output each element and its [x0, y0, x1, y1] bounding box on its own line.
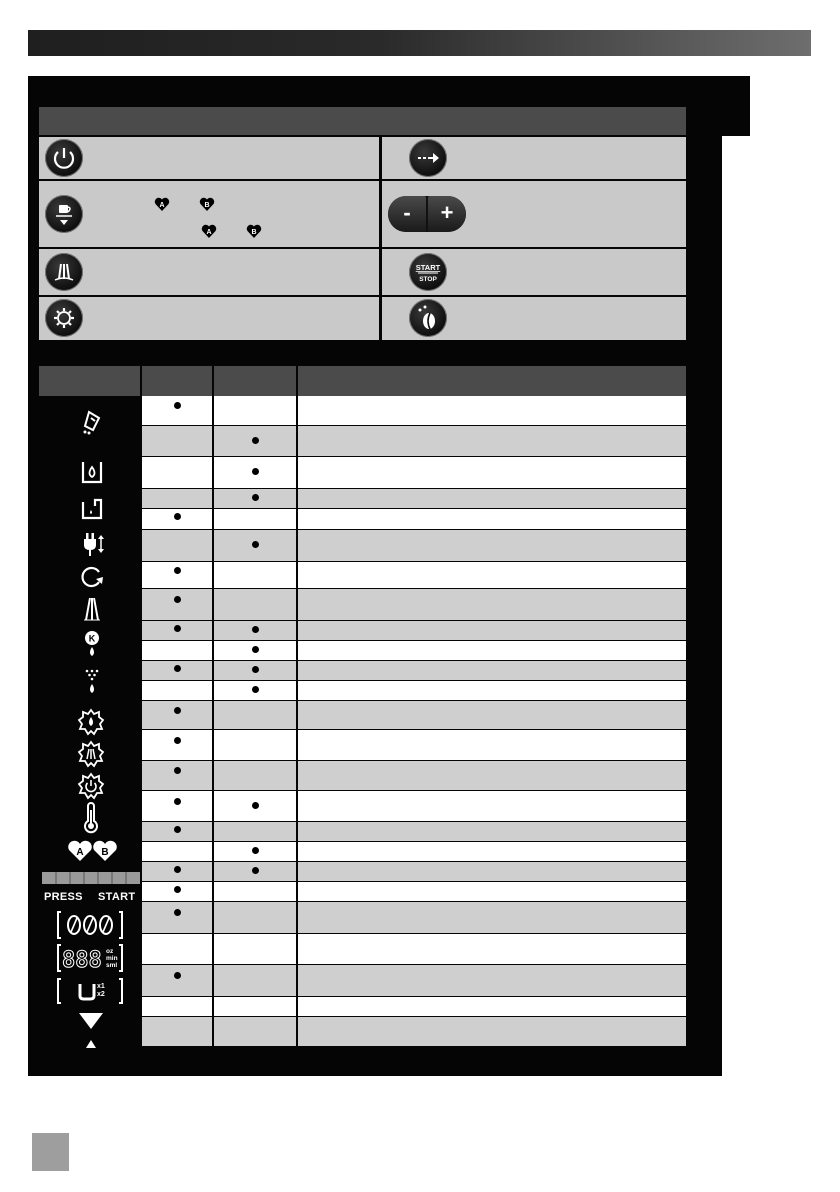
header-description	[298, 366, 686, 396]
indicator-dot	[174, 402, 181, 409]
indicator-dot	[252, 666, 259, 673]
description-cell	[298, 701, 686, 729]
table-row	[142, 701, 686, 729]
control-adjust	[382, 181, 686, 247]
svg-text:A: A	[159, 202, 165, 209]
description-cell	[298, 882, 686, 901]
description-cell	[298, 761, 686, 790]
description-cell	[298, 621, 686, 640]
description-cell	[298, 589, 686, 620]
indicator-cell	[214, 822, 296, 841]
indicator-cell	[142, 681, 212, 700]
indicator-dot	[252, 541, 259, 548]
settings-gear-icon[interactable]	[45, 299, 83, 337]
indicator-cell	[214, 509, 296, 529]
indicator-cell	[142, 426, 212, 456]
cleaning-k-icon	[79, 630, 105, 660]
description-cell	[298, 730, 686, 760]
control-next	[382, 137, 686, 179]
indicator-dot	[252, 626, 259, 633]
indicator-dot	[174, 972, 181, 979]
description-cell	[298, 661, 686, 680]
page-number-box	[32, 1133, 69, 1171]
power-icon[interactable]	[45, 139, 83, 177]
minus-plus-icon	[388, 196, 466, 232]
grounds-drip-icon	[79, 668, 105, 698]
description-cell	[298, 641, 686, 660]
section-header-bar	[39, 107, 686, 135]
table-row	[142, 822, 686, 841]
arrow-right-icon[interactable]	[409, 139, 447, 177]
indicator-cell	[142, 791, 212, 821]
header-col-1	[142, 366, 212, 396]
indicator-cell	[214, 965, 296, 996]
control-bean	[382, 297, 686, 340]
svg-text:START: START	[415, 263, 441, 272]
indicator-cell	[142, 997, 212, 1016]
svg-text:min: min	[106, 955, 118, 962]
table-row	[142, 902, 686, 933]
indicator-cell	[142, 562, 212, 588]
description-cell	[298, 822, 686, 841]
water-tank-icon	[79, 458, 105, 486]
indicator-cell	[214, 761, 296, 790]
coffee-bean-icon[interactable]	[409, 299, 447, 337]
table-row	[142, 621, 686, 640]
indicator-dot	[252, 686, 259, 693]
indicator-cell	[142, 641, 212, 660]
plus-button[interactable]: +	[428, 196, 466, 232]
table-row	[142, 589, 686, 620]
table-row	[142, 509, 686, 529]
indicator-cell	[142, 730, 212, 760]
indicator-cell	[142, 934, 212, 964]
description-cell	[298, 842, 686, 861]
indicator-dot	[174, 767, 181, 774]
cup-dispense-icon[interactable]	[45, 195, 83, 233]
progress-bar-icon	[42, 872, 140, 884]
indicator-dot	[174, 625, 181, 632]
indicator-dot	[174, 596, 181, 603]
table-row	[142, 530, 686, 561]
table-row	[142, 934, 686, 964]
indicator-dot	[174, 866, 181, 873]
description-cell	[298, 681, 686, 700]
indicator-dot	[252, 494, 259, 501]
control-settings	[39, 297, 379, 340]
indicator-cell	[214, 730, 296, 760]
indicator-dot	[252, 468, 259, 475]
indicator-cell	[142, 701, 212, 729]
control-dispense	[39, 181, 379, 247]
indicator-cell	[214, 1017, 296, 1046]
plug-icon	[79, 531, 107, 557]
description-cell	[298, 489, 686, 508]
indicator-dot	[174, 567, 181, 574]
descale-icon	[79, 408, 105, 436]
minus-button[interactable]: -	[388, 196, 426, 232]
description-cell	[298, 965, 686, 996]
indicator-dot	[174, 707, 181, 714]
svg-text:x2: x2	[97, 991, 105, 998]
status-table-header	[39, 366, 686, 396]
triangle-down-icon	[78, 1012, 104, 1030]
description-cell	[298, 862, 686, 881]
indicator-icon-column	[39, 396, 142, 1056]
svg-text:STOP: STOP	[419, 276, 437, 283]
triangle-up-icon	[85, 1039, 97, 1049]
header-col-2	[214, 366, 296, 396]
svg-text:B: B	[101, 847, 109, 858]
profile-b-icon	[246, 224, 262, 239]
indicator-dot	[174, 737, 181, 744]
indicator-cell	[214, 701, 296, 729]
profile-a-icon	[201, 224, 217, 239]
indicator-cell	[214, 562, 296, 588]
control-panel-section	[28, 76, 722, 1076]
indicator-cell	[214, 589, 296, 620]
indicator-dot	[174, 665, 181, 672]
panel-edge-tab	[722, 76, 750, 136]
indicator-cell	[214, 997, 296, 1016]
indicator-dot	[252, 867, 259, 874]
table-row	[142, 396, 686, 425]
indicator-dot	[252, 802, 259, 809]
profile-a-icon	[154, 197, 170, 212]
description-cell	[298, 934, 686, 964]
control-power	[39, 137, 379, 179]
thermometer-icon	[81, 802, 101, 834]
table-row	[142, 862, 686, 881]
start-stop-icon[interactable]	[409, 253, 447, 291]
indicator-cell	[142, 842, 212, 861]
table-row	[142, 842, 686, 861]
indicator-dot	[174, 513, 181, 520]
svg-text:B: B	[251, 229, 257, 236]
profile-b-icon	[199, 197, 215, 212]
table-row	[142, 681, 686, 700]
gear-steam-icon	[77, 740, 105, 768]
description-cell	[298, 902, 686, 933]
svg-text:A: A	[76, 847, 84, 858]
rinse-cycle-icon	[79, 564, 105, 590]
svg-text:888: 888	[62, 948, 102, 973]
indicator-cell	[214, 882, 296, 901]
description-cell	[298, 562, 686, 588]
table-row	[142, 489, 686, 508]
svg-text:A: A	[206, 229, 212, 236]
table-row	[142, 997, 686, 1016]
press-label: PRESS	[44, 891, 83, 903]
svg-text:oz: oz	[106, 948, 114, 955]
indicator-cell	[142, 965, 212, 996]
gear-power-icon	[77, 772, 105, 800]
control-start-stop	[382, 249, 686, 295]
table-row	[142, 965, 686, 996]
indicator-dot	[252, 437, 259, 444]
cup-count-icon	[56, 977, 124, 1005]
description-cell	[298, 509, 686, 529]
indicator-cell	[214, 934, 296, 964]
indicator-dot	[252, 847, 259, 854]
start-label: START	[98, 891, 136, 903]
indicator-cell	[142, 457, 212, 488]
table-row	[142, 562, 686, 588]
top-title-bar	[28, 30, 811, 56]
indicator-cell	[142, 761, 212, 790]
indicator-cell	[142, 1017, 212, 1046]
digital-display-icon	[56, 943, 124, 973]
indicator-dot	[174, 909, 181, 916]
svg-text:K: K	[88, 633, 96, 644]
table-row	[142, 426, 686, 456]
table-row	[142, 791, 686, 821]
indicator-dot	[174, 886, 181, 893]
steam-wand-icon	[79, 594, 105, 622]
indicator-cell	[142, 589, 212, 620]
description-cell	[298, 457, 686, 488]
indicator-cell	[142, 530, 212, 561]
gear-water-icon	[77, 708, 105, 736]
table-row	[142, 661, 686, 680]
steam-icon[interactable]	[45, 253, 83, 291]
drip-tray-icon	[79, 496, 105, 522]
svg-text:B: B	[204, 202, 210, 209]
indicator-cell	[142, 396, 212, 425]
description-cell	[298, 426, 686, 456]
table-row	[142, 761, 686, 790]
indicator-cell	[214, 396, 296, 425]
control-steam	[39, 249, 379, 295]
svg-text:x1: x1	[97, 983, 105, 990]
table-row	[142, 730, 686, 760]
table-row	[142, 882, 686, 901]
description-cell	[298, 1017, 686, 1046]
description-cell	[298, 530, 686, 561]
coffee-strength-icon	[56, 910, 124, 940]
indicator-cell	[142, 902, 212, 933]
description-cell	[298, 396, 686, 425]
profiles-ab-icon	[67, 840, 119, 862]
indicator-dot	[252, 646, 259, 653]
indicator-cell	[142, 489, 212, 508]
description-cell	[298, 791, 686, 821]
controls-grid	[39, 137, 686, 340]
indicator-cell	[214, 902, 296, 933]
description-cell	[298, 997, 686, 1016]
indicator-dot	[174, 826, 181, 833]
indicator-dot	[174, 798, 181, 805]
table-row	[142, 457, 686, 488]
table-row	[142, 1017, 686, 1046]
header-icon-col	[39, 366, 140, 396]
table-row	[142, 641, 686, 660]
svg-text:sml: sml	[106, 962, 118, 969]
